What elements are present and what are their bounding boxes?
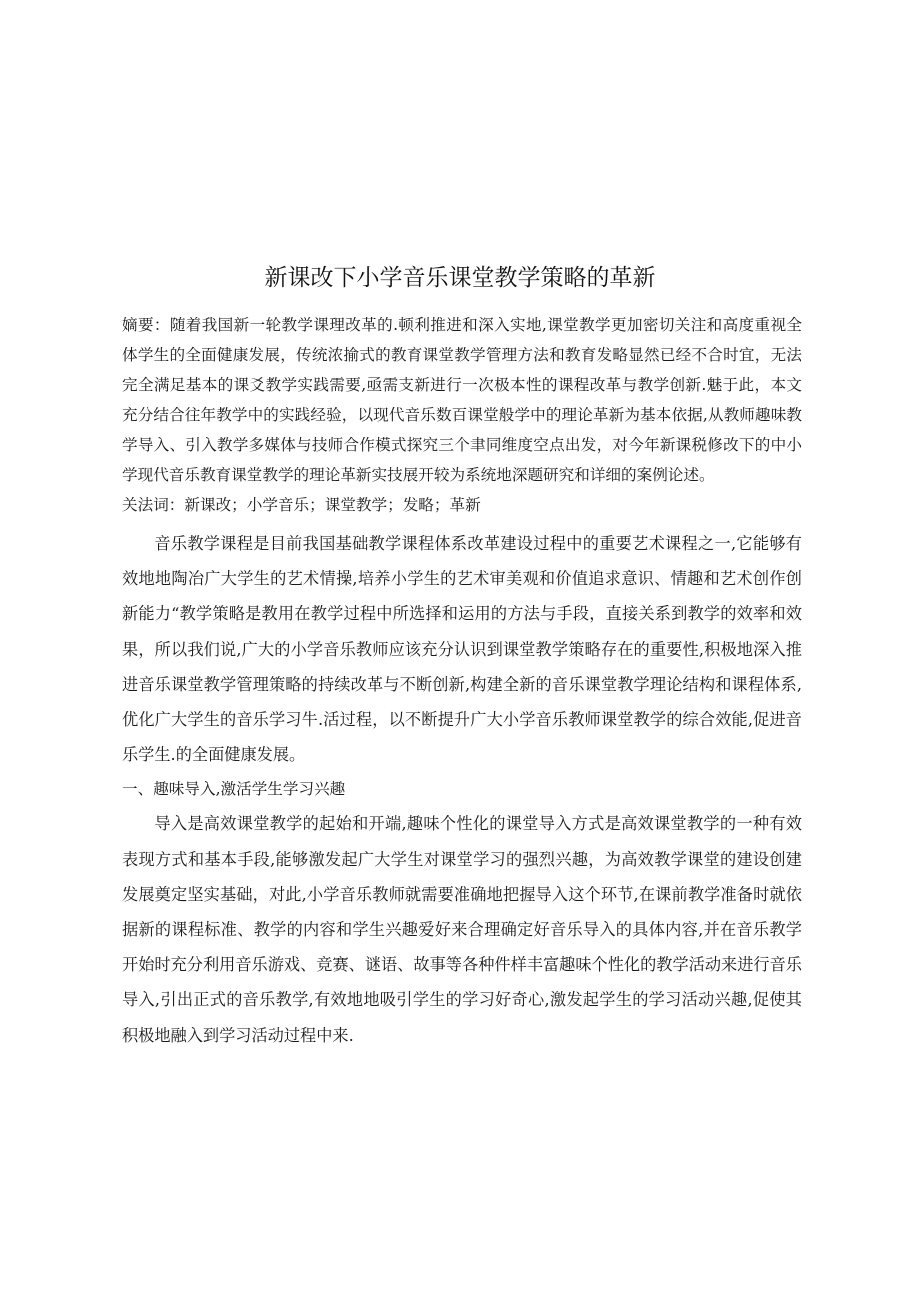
abstract-paragraph: 嫡要：随着我国新一轮教学课理改革的.顿利推进和深入实地,课堂教学更加密切关注和高度重视全体学生的全面健康发展，传统浓揄式的教育课堂教学管理方法和教育发略显然已经不合时宜，无法完全满足基本的课爻教学实践需要,亟需支新进行一次极本性的课程改革与教学创新.魅于此，本文充分结合往年教学中的实践经验，以现代音乐数百课堂般学中的理论革新为基本依据,从教师趣味教学导入、引入教学多媒体与技师合作模式探究三个聿同维度空点出发，对今年新课税修改下的中小学现代音乐教育课堂教学的理论革新实技展开较为系统地深题研究和详细的案例论述。 xyxy=(122,316,802,484)
section-1-paragraph: 导入是高效课堂教学的起始和开端,趣味个性化的课堂导入方式是高效课堂教学的一种有效表现方式和基本手段,能够激发起广大学生对课堂学习的强烈兴趣，为高效教学课堂的建设创建发展奠定坚实基础，对此,小学音乐教师就需要准确地把握导入这个环节,在课前教学准备时就依据新的课程标准、教学的内容和学生兴趣爱好来合理确定好音乐导入的具体内容,并在音乐教学开始时充分利用音乐游戏、竞赛、谜语、故事等各种件样丰富趣味个性化的教学活动来进行音乐导入,引出正式的音乐教学,有效地地吸引学生的学习好奇心,激发起学生的学习活动兴趣,促使其积极地融入到学习活动过程中来. xyxy=(122,814,802,1045)
keywords-line: 关法词：新课改；小学音乐；课堂教学；发略；革新 xyxy=(122,496,481,514)
intro-paragraph: 音乐教学课程是目前我国基础教学课程体系改革建设过程中的重要艺术课程之一,它能够有效地地陶冶广大学生的艺术情操,培养小学生的艺术审美观和价值追求意识、情趣和艺术创作创新能力“教学策略是教用在教学过程中所选择和运用的方法与手段，直接关系到教学的效率和效果，所以我们说,广大的小学音乐教师应该充分认识到课堂教学策略存在的重要性,积极地深入推进音乐课堂教学管理策略的持续改革与不断创新,构建全新的音乐课堂教学理论结构和课程体系,优化广大学生的音乐学习牛.活过程，以不断提升广大小学音乐教师课堂教学的综合效能,促进音乐学生.的全面健康发展。 xyxy=(122,534,802,765)
document-title: 新课改下小学音乐课堂教学策略的革新 xyxy=(264,265,656,291)
document-body xyxy=(122,310,802,1053)
section-1-heading: 一、趣味导入,激活学生学习兴趣 xyxy=(122,780,346,799)
